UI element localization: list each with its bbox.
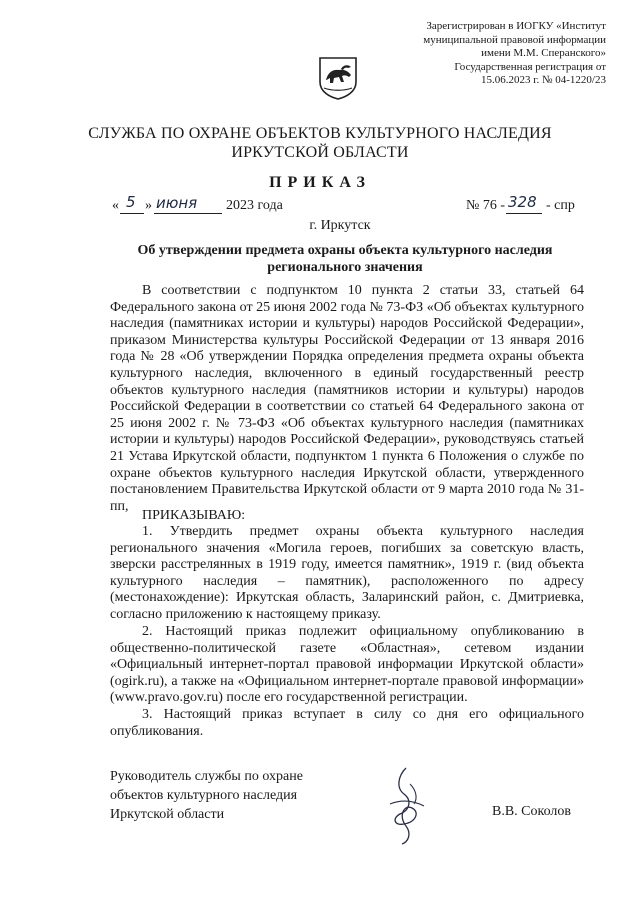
order-number xyxy=(466,193,586,218)
order-item-3: 3. Настоящий приказ вступает в силу со дня его официального опубликования. xyxy=(110,707,584,739)
quote-close: » xyxy=(145,198,152,213)
document-type: ПРИКАЗ xyxy=(269,174,371,191)
stamp-line: Зарегистрирован в ИОГКУ «Институт xyxy=(426,20,606,32)
order-item-1: 1. Утвердить предмет охраны объекта культурного наследия регионального значения «Могила героев, погибших за советскую власть, зверски расстрелянных в 1919 году, имеется памятник», 1919 г. (вид объекта культурного наследия – памятник), расположенного по адресу (местонахождение): Иркутская область, Заларинский район, с. Дмитриевка, согласно приложению к настоящему приказу. xyxy=(110,524,584,622)
signatory-position-line: Иркутской области xyxy=(110,807,225,822)
order-subject-line: Об утверждении предмета охраны объекта культурного наследия xyxy=(137,243,553,258)
stamp-line: 15.06.2023 г. № 04-1220/23 xyxy=(481,74,606,87)
stamp-line: муниципальной правовой информации xyxy=(423,33,606,46)
registration-stamp xyxy=(396,20,606,88)
signatory-position-line: Руководитель службы по охране xyxy=(110,769,303,784)
stamp-line: Государственная регистрация от xyxy=(454,60,606,73)
irkutsk-coat-of-arms-icon xyxy=(318,56,358,100)
signatory-name: В.В. Соколов xyxy=(492,804,572,819)
stamp-line: имени М.М. Сперанского» xyxy=(481,47,606,60)
preamble-paragraph: В соответствии с подпунктом 10 пункта 2 статьи 33, статьей 64 Федерального закона от 25 июня 2002 года № 73-ФЗ «Об объектах культурного наследия (памятниках истории и культуры) народов Российской Федерации», приказом Министерства культуры Российской Федерации от 13 января 2016 года № 28 «Об утверждении Порядка определения предмета охраны объекта культурного наследия, включенного в единый государственный реестр объектов культурного наследия (памятников истории и культуры) народов Российской Федерации в соответствии со статьей 64 Федерального закона от 25 июня 2002 г. № 73-ФЗ «Об объектах культурного наследия (памятниках истории и культуры) народов Российской Федерации», руководствуясь статьей 21 Устава Иркутской области, подпунктом 1 пункта 6 Положения о службе по охране объектов культурного наследия Иркутской области, утвержденного постановлением Правительства Иркутской области от 9 марта 2010 года № 31-пп, xyxy=(110,283,584,514)
order-number-suffix: - спр xyxy=(546,198,575,213)
order-subject-line: регионального значения xyxy=(267,260,423,275)
order-date xyxy=(112,193,292,218)
order-number-prefix: № 76 - xyxy=(466,198,506,213)
city: г. Иркутск xyxy=(309,218,371,233)
handwritten-order-number: 328 xyxy=(508,193,537,211)
handwritten-signature-icon xyxy=(376,764,436,848)
quote-open: « xyxy=(112,198,119,213)
organization-name-line: ИРКУТСКОЙ ОБЛАСТИ xyxy=(231,144,409,161)
handwritten-month: июня xyxy=(156,194,198,212)
signatory-position-line: объектов культурного наследия xyxy=(110,788,298,803)
signatory-position xyxy=(110,767,303,824)
handwritten-day: 5 xyxy=(126,193,136,211)
order-subject xyxy=(110,242,580,276)
order-word: ПРИКАЗЫВАЮ: xyxy=(142,508,246,523)
order-item-2: 2. Настоящий приказ подлежит официальному опубликованию в общественно-политической газете «Областная», сетевом издании «Официальный интернет-портал правовой информации Иркутской области» (ogirk.ru), а также на «Официальном интернет-портале правовой информации» (www.pravo.gov.ru) после его государственной регистрации. xyxy=(110,624,584,706)
organization-name xyxy=(0,124,640,162)
organization-name-line: СЛУЖБА ПО ОХРАНЕ ОБЪЕКТОВ КУЛЬТУРНОГО НАСЛЕДИЯ xyxy=(88,125,552,142)
order-year: 2023 года xyxy=(226,198,283,213)
